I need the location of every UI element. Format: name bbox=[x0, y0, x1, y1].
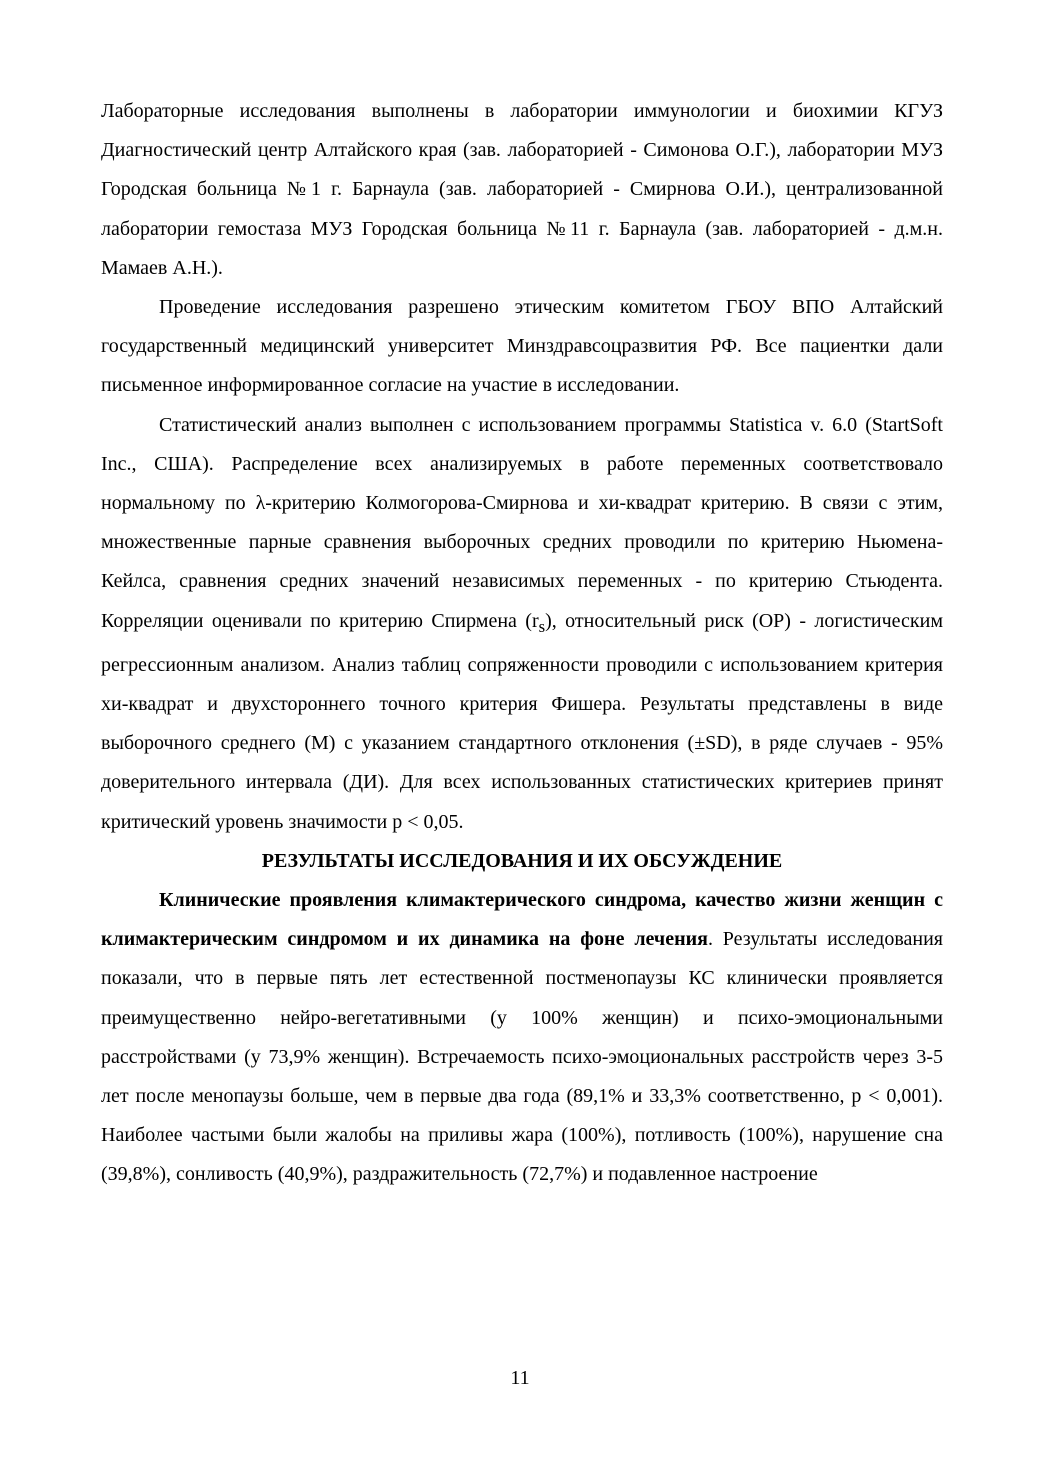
statistics-text-1: Статистический анализ выполнен с использованием программы Statistica v. 6.0 (StartSoft Inc., США). Распределение всех анализируемых в работе переменных соответствовало нормальному по λ-критерию Колмогорова-Смирнова и хи-квадрат критерию. В связи с этим, множественные парные сравнения выборочных средних проводили по критерию Ньюмена-Кейлса, сравнения средних значений независимых переменных - по критерию Стьюдента. Корреляции оценивали по критерию Спирмена (r bbox=[101, 413, 943, 632]
subscript-s: s bbox=[538, 616, 546, 636]
paragraph-ethics: Проведение исследования разрешено этическим комитетом ГБОУ ВПО Алтайский государственный медицинский университет Минздравсоцразвития РФ. Все пациентки дали письменное информированное согласие на участие в исследовании. bbox=[101, 296, 943, 397]
paragraph-results bbox=[101, 881, 943, 1195]
page-number: 11 bbox=[510, 1367, 530, 1389]
results-subheading: Клинические проявления климактерического синдрома, качество жизни женщин с климактерическим синдромом и их динамика на фоне лечения bbox=[101, 889, 943, 951]
paragraph-labs: Лабораторные исследования выполнены в лаборатории иммунологии и биохимии КГУЗ Диагностический центр Алтайского края (зав. лабораторией - Симонова О.Г.), лаборатории МУЗ Городская больница №1 г. Барнаула (зав. лабораторией - Смирнова О.И.), централизованной лаборатории гемостаза МУЗ Городская больница №11 г. Барнаула (зав. лабораторией - д.м.н. Мамаев А.Н.). bbox=[101, 100, 943, 279]
paragraph-statistics bbox=[101, 406, 943, 842]
document-body bbox=[101, 92, 943, 1195]
statistics-text-2: ), относительный риск (ОР) - логистическим регрессионным анализом. Анализ таблиц сопряженности проводили с использованием критерия хи-квадрат и двухстороннего точного критерия Фишера. Результаты представлены в виде выборочного среднего (М) с указанием стандартного отклонения (±SD), в ряде случаев - 95% доверительного интервала (ДИ). Для всех использованных статистических критериев принят критический уровень значимости p < 0,05. bbox=[101, 609, 943, 833]
results-text: . Результаты исследования показали, что в первые пять лет естественной постменопаузы КС клинически проявляется преимущественно нейро-вегетативными (у 100% женщин) и психо-эмоциональными расстройствами (у 73,9% женщин). Встречаемость психо-эмоциональных расстройств через 3-5 лет после менопаузы больше, чем в первые два года (89,1% и 33,3% соответственно, p < 0,001). Наиболее частыми были жалобы на приливы жара (100%), потливость (100%), нарушение сна (39,8%), сонливость (40,9%), раздражительность (72,7%) и подавленное настроение bbox=[101, 928, 943, 1186]
section-heading: РЕЗУЛЬТАТЫ ИССЛЕДОВАНИЯ И ИХ ОБСУЖДЕНИЕ bbox=[261, 849, 783, 872]
